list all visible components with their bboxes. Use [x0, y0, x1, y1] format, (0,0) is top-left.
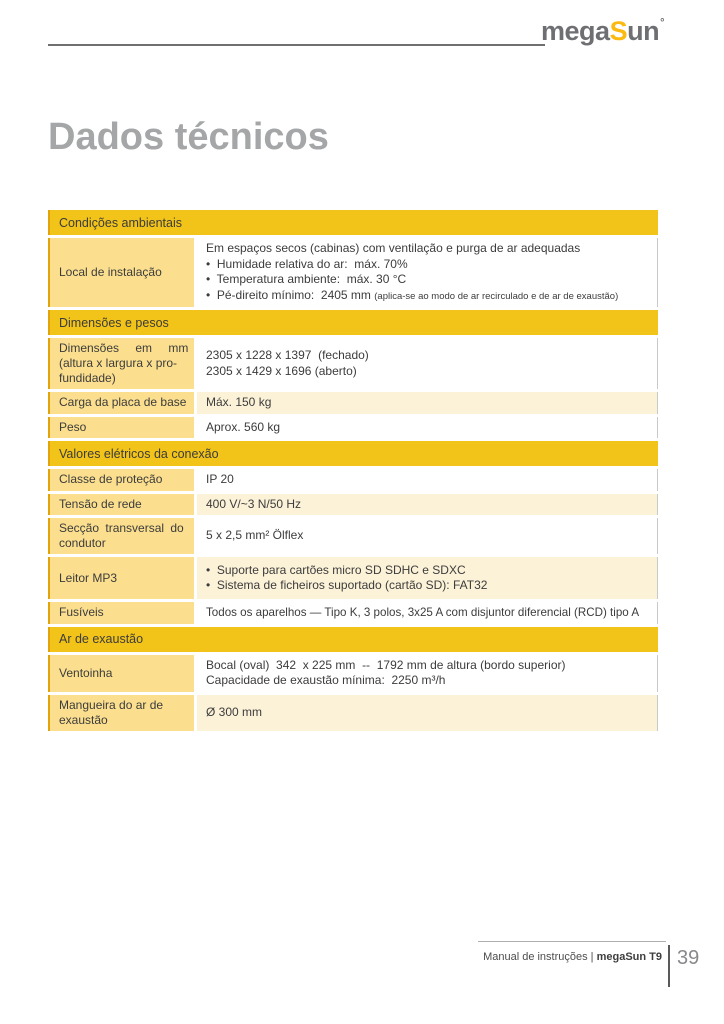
row-value: 2305 x 1228 x 1397 (fechado) 2305 x 1429 x 1696 (aberto)	[197, 338, 658, 389]
small-note: (aplica-se ao modo de ar recirculado e de ar de exaustão)	[374, 290, 619, 302]
footer-product: megaSun T9	[596, 951, 662, 963]
table-row	[48, 392, 658, 414]
table-row	[48, 417, 658, 439]
logo-text-mega: mega	[541, 16, 610, 46]
section-header-ar-exaustao: Ar de exaustão	[48, 627, 658, 652]
row-label: Secção transversal do condutor	[48, 518, 194, 554]
row-value: Em espaços secos (cabinas) com ventilação e purga de ar adequadas • Humidade relativa do ar: máx. 70% • Temperatura ambiente: máx. 30 °C • Pé-direito mínimo: 2405 mm (aplica-se ao modo de ar recirculado e de ar de exaustão)	[197, 238, 658, 307]
row-value: Todos os aparelhos — Tipo K, 3 polos, 3x25 A com disjuntor diferencial (RCD) tipo A	[197, 602, 658, 624]
logo-trademark-icon: °	[660, 17, 664, 29]
row-value: 5 x 2,5 mm² Ölflex	[197, 518, 658, 554]
row-value: Aprox. 560 kg	[197, 417, 658, 439]
row-value: Máx. 150 kg	[197, 392, 658, 414]
table-row	[48, 494, 658, 516]
table-row	[48, 695, 658, 731]
row-label: Ventoinha	[48, 655, 194, 692]
table-row	[48, 338, 658, 389]
logo-accent-s: S	[609, 16, 628, 46]
footer-text: Manual de instruções | megaSun T9	[483, 951, 662, 963]
row-label: Peso	[48, 417, 194, 439]
table-row	[48, 602, 658, 624]
page-title: Dados técnicos	[48, 116, 329, 158]
row-value: • Suporte para cartões micro SD SDHC e SDXC • Sistema de ficheiros suportado (cartão SD): FAT32	[197, 557, 658, 599]
row-label: Dimensões em mm (altura x largura x pro- fundidade)	[48, 338, 194, 389]
row-label: Leitor MP3	[48, 557, 194, 599]
row-label: Carga da placa de base	[48, 392, 194, 414]
footer-rule	[478, 941, 666, 942]
page-number: 39	[677, 947, 700, 969]
row-value: Bocal (oval) 342 x 225 mm -- 1792 mm de altura (bordo superior) Capacidade de exaustão mínima: 2250 m³/h	[197, 655, 658, 692]
table-row	[48, 518, 658, 554]
section-header-valores-eletricos: Valores elétricos da conexão	[48, 441, 658, 466]
row-value: Ø 300 mm	[197, 695, 658, 731]
table-row	[48, 238, 658, 307]
table-row	[48, 469, 658, 491]
section-header-dimensoes: Dimensões e pesos	[48, 310, 658, 335]
row-label: Tensão de rede	[48, 494, 194, 516]
footer-divider	[668, 945, 670, 987]
row-label: Mangueira do ar de exaustão	[48, 695, 194, 731]
section-header-condicoes: Condições ambientais	[48, 210, 658, 235]
row-value: IP 20	[197, 469, 658, 491]
logo-text-un: un	[627, 16, 660, 46]
table-row	[48, 557, 658, 599]
technical-data-table	[48, 210, 658, 734]
row-label: Local de instalação	[48, 238, 194, 307]
row-label: Fusíveis	[48, 602, 194, 624]
row-label: Classe de proteção	[48, 469, 194, 491]
table-row	[48, 655, 658, 692]
row-value: 400 V/~3 N/50 Hz	[197, 494, 658, 516]
header-rule	[48, 44, 545, 46]
megasun-logo	[541, 16, 664, 47]
